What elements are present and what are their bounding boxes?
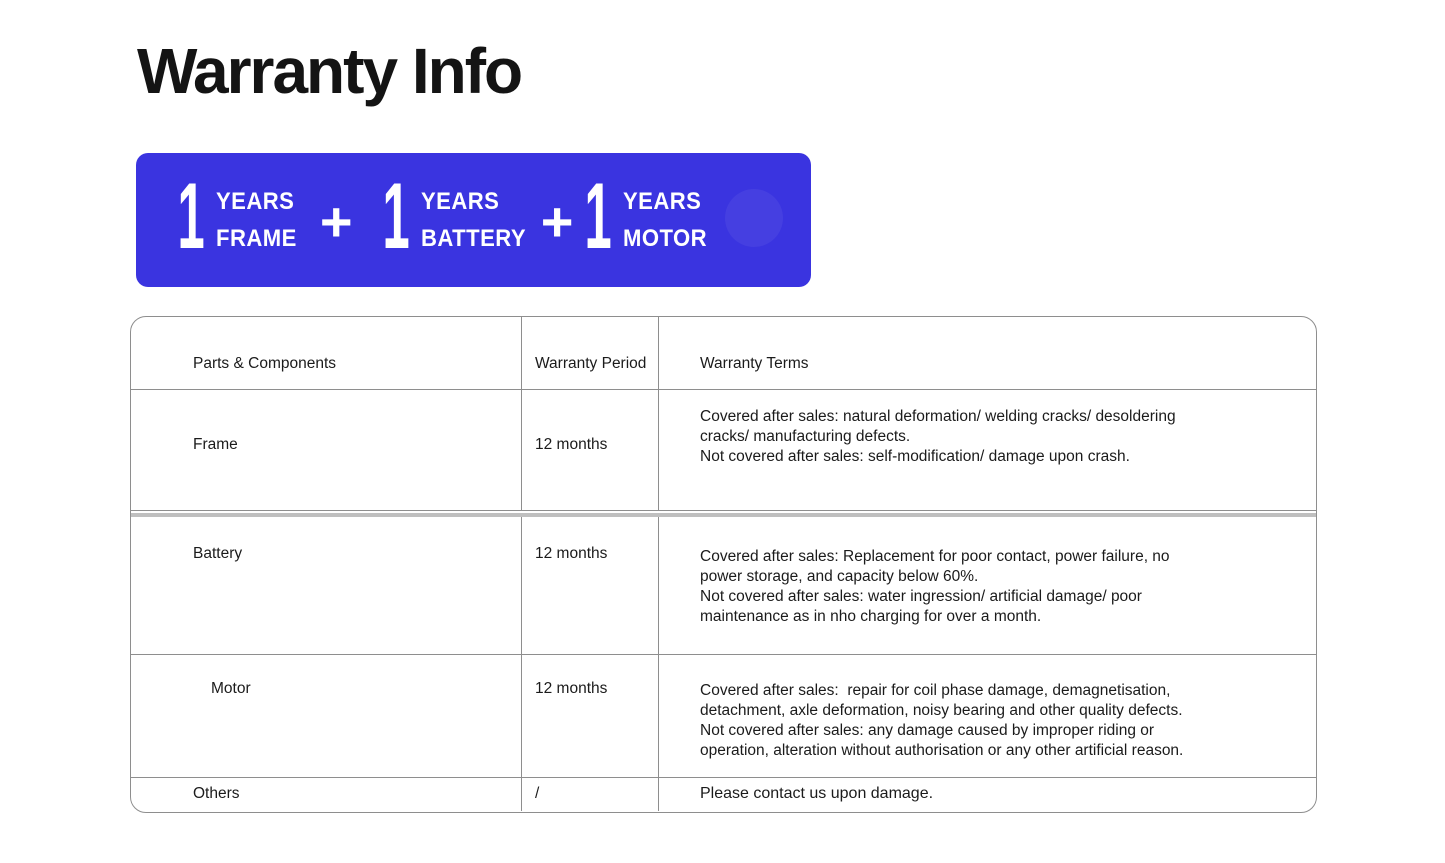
terms-covered: Covered after sales: repair for coil phase damage, demagnetisation, detachment, axle deformation, noisy bearing and other quality defects. [700, 682, 1183, 719]
banner-item-motor [573, 163, 714, 268]
warranty-table [130, 316, 1317, 813]
header-warranty-terms: Warranty Terms [700, 355, 809, 372]
warranty-period: 12 months [522, 517, 659, 654]
terms-not-covered: Not covered after sales: any damage caused by improper riding or operation, alteration without authorisation or any other artificial reason. [700, 722, 1184, 759]
frame-years-unit: YEARS [216, 188, 295, 215]
motor-part-label: MOTOR [623, 225, 708, 252]
warranty-terms [659, 778, 1316, 811]
plus-icon: + [540, 190, 574, 253]
warranty-banner [136, 153, 811, 287]
warranty-terms [659, 517, 1316, 654]
banner-item-battery [371, 163, 535, 268]
frame-years-number: 1 [177, 163, 205, 268]
battery-years-number: 1 [382, 163, 410, 268]
warranty-terms [659, 655, 1316, 777]
motor-years-number: 1 [584, 163, 613, 268]
plus-icon: + [319, 190, 353, 253]
terms-covered: Covered after sales: natural deformation/ welding cracks/ desoldering cracks/ manufacturing defects. [700, 408, 1180, 445]
terms-not-covered: Not covered after sales: self-modification/ damage upon crash. [700, 448, 1130, 465]
header-warranty-period: Warranty Period [522, 317, 659, 389]
terms-covered: Covered after sales: Replacement for poor contact, power failure, no power storage, and capacity below 60%. [700, 548, 1174, 585]
table-row-others [131, 778, 1316, 811]
table-row-motor [131, 655, 1316, 778]
part-name: Battery [131, 517, 522, 654]
warranty-terms [659, 390, 1316, 510]
table-header-row [131, 317, 1316, 390]
battery-years-unit: YEARS [420, 188, 499, 215]
table-row-frame [131, 390, 1316, 511]
part-name: Motor [131, 655, 522, 777]
terms-contact: Please contact us upon damage. [700, 785, 934, 802]
part-name: Others [131, 778, 522, 811]
terms-not-covered: Not covered after sales: water ingression/ artificial damage/ poor maintenance as in nho charging for over a month. [700, 588, 1147, 625]
motor-years-unit: YEARS [623, 188, 702, 215]
table-row-battery [131, 517, 1316, 655]
header-parts-components: Parts & Components [131, 317, 522, 389]
warranty-period: 12 months [522, 390, 659, 510]
warranty-period: 12 months [522, 655, 659, 777]
page-title: Warranty Info [137, 35, 522, 107]
warranty-period: / [522, 778, 659, 811]
part-name: Frame [131, 390, 522, 510]
battery-part-label: BATTERY [420, 225, 526, 252]
banner-item-frame [166, 163, 304, 268]
frame-part-label: FRAME [216, 225, 297, 252]
